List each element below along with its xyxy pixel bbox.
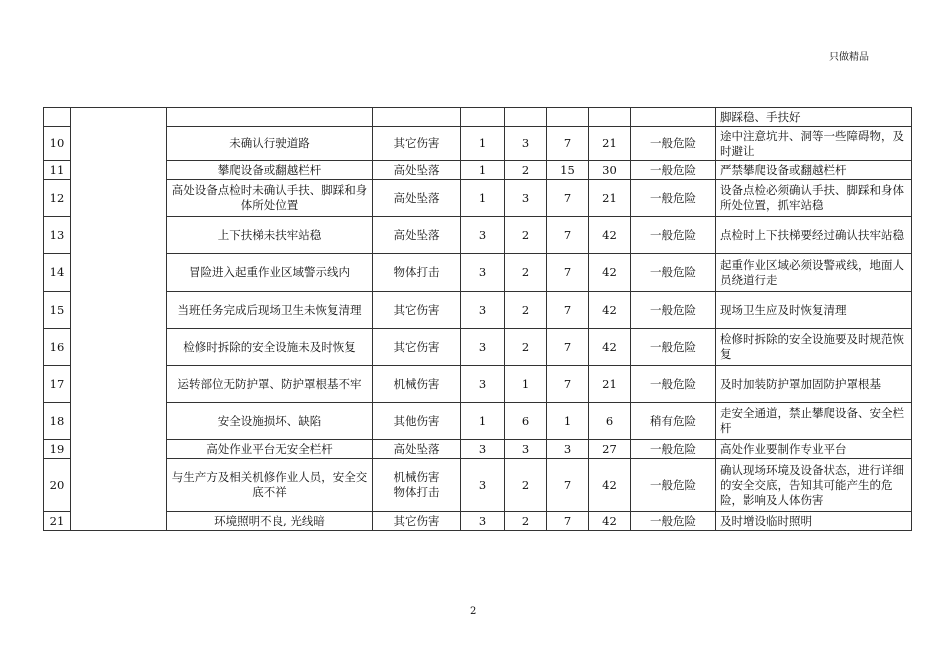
cell-hazard: 攀爬设备或翻越栏杆	[167, 161, 373, 180]
cell-c: 1	[547, 403, 589, 440]
cell-c	[547, 108, 589, 127]
cell-level	[631, 108, 716, 127]
cell-injury: 其它伤害	[373, 292, 461, 329]
cell-hazard: 上下扶梯未扶牢站稳	[167, 217, 373, 254]
cell-d: 42	[589, 292, 631, 329]
header-note: 只做精品	[829, 52, 869, 63]
cell-l: 1	[461, 403, 505, 440]
cell-level: 一般危险	[631, 366, 716, 403]
cell-l: 1	[461, 161, 505, 180]
cell-d: 42	[589, 512, 631, 531]
cell-hazard: 与生产方及相关机修作业人员，安全交底不祥	[167, 459, 373, 512]
cell-no: 21	[44, 512, 71, 531]
cell-no: 18	[44, 403, 71, 440]
cell-l: 1	[461, 180, 505, 217]
cell-no: 15	[44, 292, 71, 329]
cell-injury	[373, 108, 461, 127]
cell-l: 3	[461, 217, 505, 254]
cell-e: 3	[505, 440, 547, 459]
cell-e: 2	[505, 292, 547, 329]
cell-l: 3	[461, 366, 505, 403]
cell-injury: 其它伤害	[373, 127, 461, 161]
cell-level: 一般危险	[631, 459, 716, 512]
cell-measures: 设备点检必须确认手扶、脚踩和身体所处位置，抓牢站稳	[716, 180, 912, 217]
cell-level: 一般危险	[631, 329, 716, 366]
table-body	[44, 108, 912, 531]
cell-d: 27	[589, 440, 631, 459]
cell-hazard: 高处设备点检时未确认手扶、脚踩和身体所处位置	[167, 180, 373, 217]
cell-c: 7	[547, 127, 589, 161]
cell-hazard: 高处作业平台无安全栏杆	[167, 440, 373, 459]
cell-injury: 机械伤害 物体打击	[373, 459, 461, 512]
cell-level: 一般危险	[631, 292, 716, 329]
cell-hazard: 环境照明不良, 光线暗	[167, 512, 373, 531]
cell-d: 21	[589, 366, 631, 403]
cell-no: 13	[44, 217, 71, 254]
cell-measures: 现场卫生应及时恢复清理	[716, 292, 912, 329]
cell-injury: 其它伤害	[373, 329, 461, 366]
cell-measures: 起重作业区域必须设警戒线，地面人员绕道行走	[716, 254, 912, 292]
cell-d: 21	[589, 180, 631, 217]
table-row	[44, 180, 912, 217]
cell-measures: 检修时拆除的安全设施要及时规范恢复	[716, 329, 912, 366]
cell-level: 一般危险	[631, 254, 716, 292]
cell-injury: 高处坠落	[373, 161, 461, 180]
cell-d: 42	[589, 459, 631, 512]
cell-e: 2	[505, 254, 547, 292]
cell-e: 2	[505, 161, 547, 180]
cell-no: 12	[44, 180, 71, 217]
cell-d: 42	[589, 217, 631, 254]
cell-l: 3	[461, 254, 505, 292]
cell-c: 7	[547, 217, 589, 254]
cell-measures: 严禁攀爬设备或翻越栏杆	[716, 161, 912, 180]
cell-level: 一般危险	[631, 512, 716, 531]
table-row-continuation	[44, 108, 912, 127]
cell-d: 6	[589, 403, 631, 440]
cell-c: 7	[547, 459, 589, 512]
cell-no: 14	[44, 254, 71, 292]
cell-d: 42	[589, 329, 631, 366]
cell-c: 15	[547, 161, 589, 180]
cell-l: 3	[461, 329, 505, 366]
cell-c: 7	[547, 512, 589, 531]
cell-d	[589, 108, 631, 127]
cell-l: 3	[461, 459, 505, 512]
table-row	[44, 366, 912, 403]
table-row	[44, 292, 912, 329]
cell-merged-area	[71, 108, 167, 531]
cell-c: 7	[547, 180, 589, 217]
cell-injury: 其他伤害	[373, 403, 461, 440]
cell-e: 2	[505, 459, 547, 512]
cell-e: 6	[505, 403, 547, 440]
cell-hazard: 安全设施损坏、缺陷	[167, 403, 373, 440]
cell-c: 7	[547, 366, 589, 403]
table-row	[44, 329, 912, 366]
cell-e: 1	[505, 366, 547, 403]
cell-injury: 物体打击	[373, 254, 461, 292]
cell-hazard: 冒险进入起重作业区域警示线内	[167, 254, 373, 292]
cell-hazard: 检修时拆除的安全设施未及时恢复	[167, 329, 373, 366]
cell-e: 2	[505, 217, 547, 254]
cell-l: 1	[461, 127, 505, 161]
cell-level: 一般危险	[631, 180, 716, 217]
cell-measures: 途中注意坑井、洞等一些障碍物，及时避让	[716, 127, 912, 161]
cell-l: 3	[461, 512, 505, 531]
cell-e: 2	[505, 329, 547, 366]
cell-injury: 高处坠落	[373, 180, 461, 217]
cell-level: 稍有危险	[631, 403, 716, 440]
cell-l	[461, 108, 505, 127]
cell-no: 11	[44, 161, 71, 180]
table-row	[44, 127, 912, 161]
table-row	[44, 459, 912, 512]
cell-no: 17	[44, 366, 71, 403]
cell-level: 一般危险	[631, 217, 716, 254]
cell-e: 2	[505, 512, 547, 531]
cell-e	[505, 108, 547, 127]
table-row	[44, 440, 912, 459]
cell-measures: 高处作业要制作专业平台	[716, 440, 912, 459]
cell-injury: 高处坠落	[373, 217, 461, 254]
cell-measures: 脚踩稳、手扶好	[716, 108, 912, 127]
cell-e: 3	[505, 180, 547, 217]
cell-c: 7	[547, 254, 589, 292]
table-row	[44, 403, 912, 440]
cell-injury: 其它伤害	[373, 512, 461, 531]
cell-no: 19	[44, 440, 71, 459]
table-row	[44, 161, 912, 180]
table-row	[44, 217, 912, 254]
cell-l: 3	[461, 292, 505, 329]
cell-level: 一般危险	[631, 161, 716, 180]
cell-no: 16	[44, 329, 71, 366]
cell-level: 一般危险	[631, 440, 716, 459]
cell-d: 30	[589, 161, 631, 180]
cell-d: 21	[589, 127, 631, 161]
cell-injury: 高处坠落	[373, 440, 461, 459]
cell-no: 10	[44, 127, 71, 161]
cell-no	[44, 108, 71, 127]
cell-level: 一般危险	[631, 127, 716, 161]
cell-hazard	[167, 108, 373, 127]
cell-injury: 机械伤害	[373, 366, 461, 403]
cell-no: 20	[44, 459, 71, 512]
page-number: 2	[470, 606, 477, 617]
cell-measures: 走安全通道，禁止攀爬设备、安全栏杆	[716, 403, 912, 440]
cell-c: 7	[547, 329, 589, 366]
cell-d: 42	[589, 254, 631, 292]
cell-measures: 及时增设临时照明	[716, 512, 912, 531]
cell-measures: 点检时上下扶梯要经过确认扶牢站稳	[716, 217, 912, 254]
cell-c: 3	[547, 440, 589, 459]
risk-assessment-table	[43, 107, 912, 531]
cell-measures: 确认现场环境及设备状态，进行详细的安全交底，告知其可能产生的危险，影响及人体伤害	[716, 459, 912, 512]
cell-e: 3	[505, 127, 547, 161]
cell-c: 7	[547, 292, 589, 329]
cell-hazard: 当班任务完成后现场卫生未恢复清理	[167, 292, 373, 329]
cell-hazard: 未确认行驶道路	[167, 127, 373, 161]
table-row	[44, 512, 912, 531]
cell-l: 3	[461, 440, 505, 459]
table-row	[44, 254, 912, 292]
cell-measures: 及时加装防护罩加固防护罩根基	[716, 366, 912, 403]
cell-hazard: 运转部位无防护罩、防护罩根基不牢	[167, 366, 373, 403]
